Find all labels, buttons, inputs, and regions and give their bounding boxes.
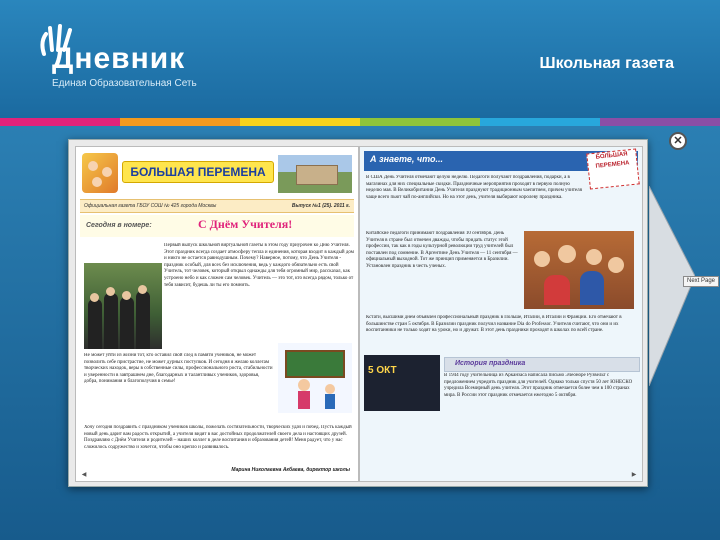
brand-subtitle: Единая Образовательная Сеть xyxy=(52,78,197,89)
next-page-small-arrow-icon[interactable]: ▶ xyxy=(631,472,637,478)
issue-info-bar xyxy=(80,199,354,213)
article-signature: Марина Николаевна Акбаева, директор школы xyxy=(231,467,350,473)
teachers-day-title: С Днём Учителя! xyxy=(198,217,293,231)
facts-text-mid: Кстати, высшими днём объявлен профессиональный праздник в Польше, Италии, в Италии и Франции. Его отмечают в большинстве стран 5 октября. В Бразилии праздник получил название Dia do Professor. Учителя считают, что они и их воспитанники не только ходят на уроки, но и дружат. В этот день праздники проходят в школах по всей стране. xyxy=(366,315,622,334)
history-heading-box xyxy=(444,357,640,372)
did-you-know-title: А знаете, что... xyxy=(370,154,444,164)
issue-publisher: Официальная газета ГБОУ СОШ № 425 города Москвы xyxy=(84,203,217,209)
today-in-issue xyxy=(80,215,354,237)
page-title: Школьная газета xyxy=(539,55,674,72)
classroom-photo xyxy=(524,231,634,309)
newspaper-page-right[interactable] xyxy=(359,146,643,482)
history-date: 5 ОКТ xyxy=(368,365,397,376)
stripe-segment xyxy=(0,118,120,126)
history-text: В 1944 году учительница из Арканзаса написала письмо Элеоноре Рузвельт с предложением учредить праздник для учителей. Однако только спустя 50 лет ЮНЕСКО учредила Всемирный день учителя. Этот праздник отмечается более чем в 100 странах мира. В России этот праздник отмечается ежегодно 5 октября. xyxy=(444,373,633,398)
today-label: Сегодня в номере: xyxy=(86,222,152,229)
issue-number: Выпуск №1 (25). 2011 г. xyxy=(291,203,350,209)
kids-illustration xyxy=(82,153,118,193)
prev-page-arrow-icon[interactable]: ◀ xyxy=(81,472,87,478)
stripe-segment xyxy=(120,118,240,126)
history-heading: История праздника xyxy=(455,360,526,367)
newspaper-page-left[interactable] xyxy=(75,146,359,482)
newspaper-viewer[interactable] xyxy=(68,139,648,487)
close-icon[interactable]: ✕ xyxy=(669,132,687,150)
stripe-segment xyxy=(480,118,600,126)
school-photo xyxy=(278,155,352,193)
history-image xyxy=(364,355,440,411)
masthead xyxy=(80,151,354,195)
article-text-3: Хочу сегодня поздравить с праздником учеников школы, пожелать состязательности, творческих удач и побед. Пусть каждый новый день дарит вам радость открытий, а учителя видят в вас достойных продолжателей своего дела и настоящих друзей. Поздравляю с Днём Учителя и родителей – наших коллег в деле воспитания и образования детей! Меня радует, что у нас сложилось содружество и хочется, чтобы оно крепло и развивалось. xyxy=(84,425,352,450)
brand-logo[interactable]: Дневник xyxy=(52,42,186,75)
newspaper-stamp: БОЛЬШАЯ ПЕРЕМЕНА xyxy=(586,148,639,189)
next-page-button[interactable]: Next Page xyxy=(683,276,719,287)
stripe-segment xyxy=(360,118,480,126)
color-stripe xyxy=(0,118,720,126)
stripe-segment xyxy=(240,118,360,126)
facts-text-top: В США День Учителя отмечают целую неделю. Педагоги получают поздравления, подарки, а в магазинах для них специальные скидки. Праздничные мероприятия проходят в первую полную неделю мая. В Великобритании День Учителя празднуют традиционным чаепитием, причем учителя чаще всего пьют чай по-английски. Но на этот день, учителя выбирают королеву праздника. xyxy=(366,175,582,200)
newspaper-title: БОЛЬШАЯ ПЕРЕМЕНА xyxy=(122,161,274,183)
site-header xyxy=(0,0,720,118)
stripe-segment xyxy=(600,118,720,126)
teacher-cartoon xyxy=(278,343,352,413)
article-text-1: Первый выпуск школьной виртуальной газеты в этом году приурочен ко Дню Учителя. Этот праздник всегда создает атмосферу тепла и единения, которая входит в каждый дом и никто не остается равнодушным. Почему? Наверное, потому, что День Учителя - праздник особый, для всех без исключения, ведь у каждого обязательно есть свой Учитель, тот человек, который открыл однажды для тебя огромный мир, рассказал, как устроено небо и как сложен сам человек. Учитель — это тот, кто всегда рядом, только от тебя зависит, будешь ли ты его помнить. xyxy=(164,243,354,288)
article-text-2: Не может уйти из жизни тот, кто оставил свой след в памяти учеников, не может позволить себе пристрастие, не может дурных поступков. И сегодня я желаю коллегам творческих находок, веры в собственные силы, профессионального роста, стабильности и уверенности в завтрашнем дне, благодарных и талантливых учеников, здоровья, добра, понимания и благополучия в семье! xyxy=(84,353,273,385)
facts-text-left: Китайские педагоги принимают поздравления 10 сентября. День Учителя в стране был отмечен дважды, чтобы придать статус этой профессии, так как в годы культурной революции труд учителей был поставлен под сомнение. В Аргентине День Учителя — 11 сентября — официальный выходной. Тот же принцип применяется в Бразилии. Установлен праздник в честь ученых. xyxy=(366,231,518,269)
students-photo xyxy=(84,263,162,349)
